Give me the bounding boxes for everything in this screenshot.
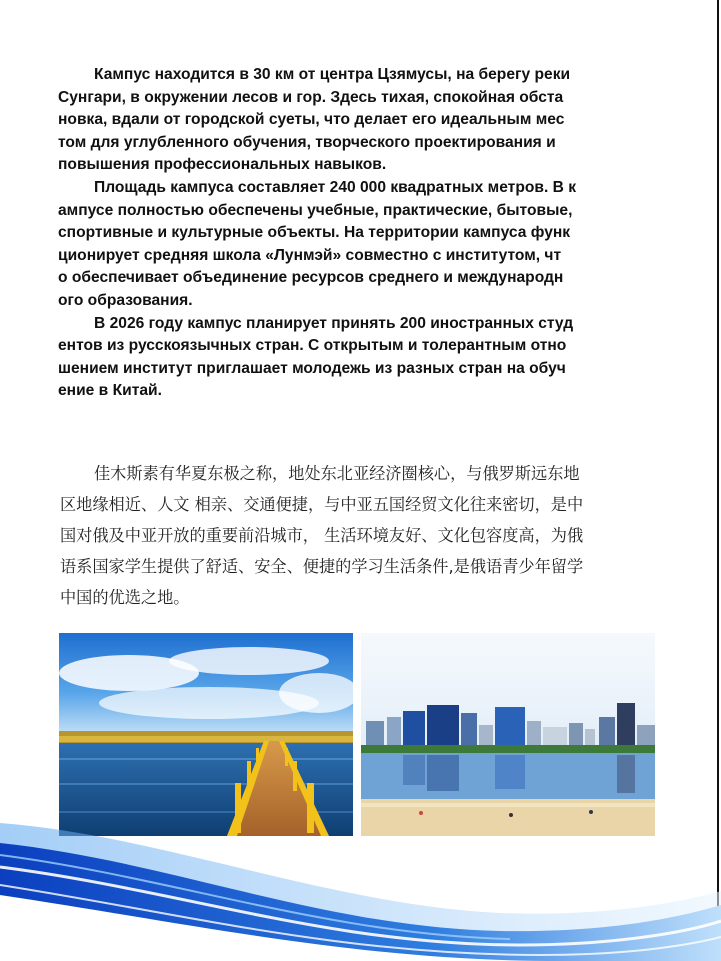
zh-line: 中国的优选之地。 [60, 588, 190, 607]
wave-graphic [0, 795, 721, 961]
ru-line: ого образования. [58, 291, 193, 309]
ru-line: Площадь кампуса составляет 240 000 квадратных метров. В к [94, 178, 577, 196]
ru-line: повышения профессиональных навыков. [58, 156, 387, 174]
zh-line: 佳木斯素有华夏东极之称，地处东北亚经济圈核心，与俄罗斯远东地 [94, 464, 580, 483]
zh-line: 区地缘相近、人文 相亲、交通便捷，与中亚五国经贸文化往来密切，是中 [60, 495, 584, 514]
ru-line: шением институт приглашает молодежь из разных стран на обуч [58, 359, 566, 377]
zh-line: 语系国家学生提供了舒适、安全、便捷的学习生活条件,是俄语青少年留学 [60, 557, 584, 576]
decorative-wave-swoosh [0, 795, 721, 961]
ru-line: спортивные и культурные объекты. На территории кампуса функ [58, 224, 571, 242]
ru-line: ентов из русскоязычных стран. С открытым и толерантным отно [58, 337, 567, 355]
ru-line: том для углубленного обучения, творческого проектирования и [58, 133, 556, 151]
ru-line: ампусе полностью обеспечены учебные, практические, бытовые, [58, 201, 573, 219]
ru-line: новка, вдали от городской суеты, что делает его идеальным мес [58, 111, 565, 129]
russian-text-block [58, 64, 698, 403]
ru-line: В 2026 году кампус планирует принять 200 иностранных студ [94, 314, 574, 332]
ru-line: о обеспечивает объединение ресурсов среднего и международн [58, 269, 564, 287]
zh-line: 国对俄及中亚开放的重要前沿城市， 生活环境友好、文化包容度高，为俄 [60, 526, 584, 545]
ru-line: Кампус находится в 30 км от центра Цзямусы, на берегу реки [94, 66, 571, 83]
ru-line: ционирует средняя школа «Лунмэй» совместно с институтом, чт [58, 246, 562, 264]
chinese-text-block [60, 458, 680, 613]
ru-line: Сунгари, в окружении лесов и гор. Здесь тихая, спокойная обста [58, 88, 564, 106]
ru-line: ение в Китай. [58, 382, 162, 400]
